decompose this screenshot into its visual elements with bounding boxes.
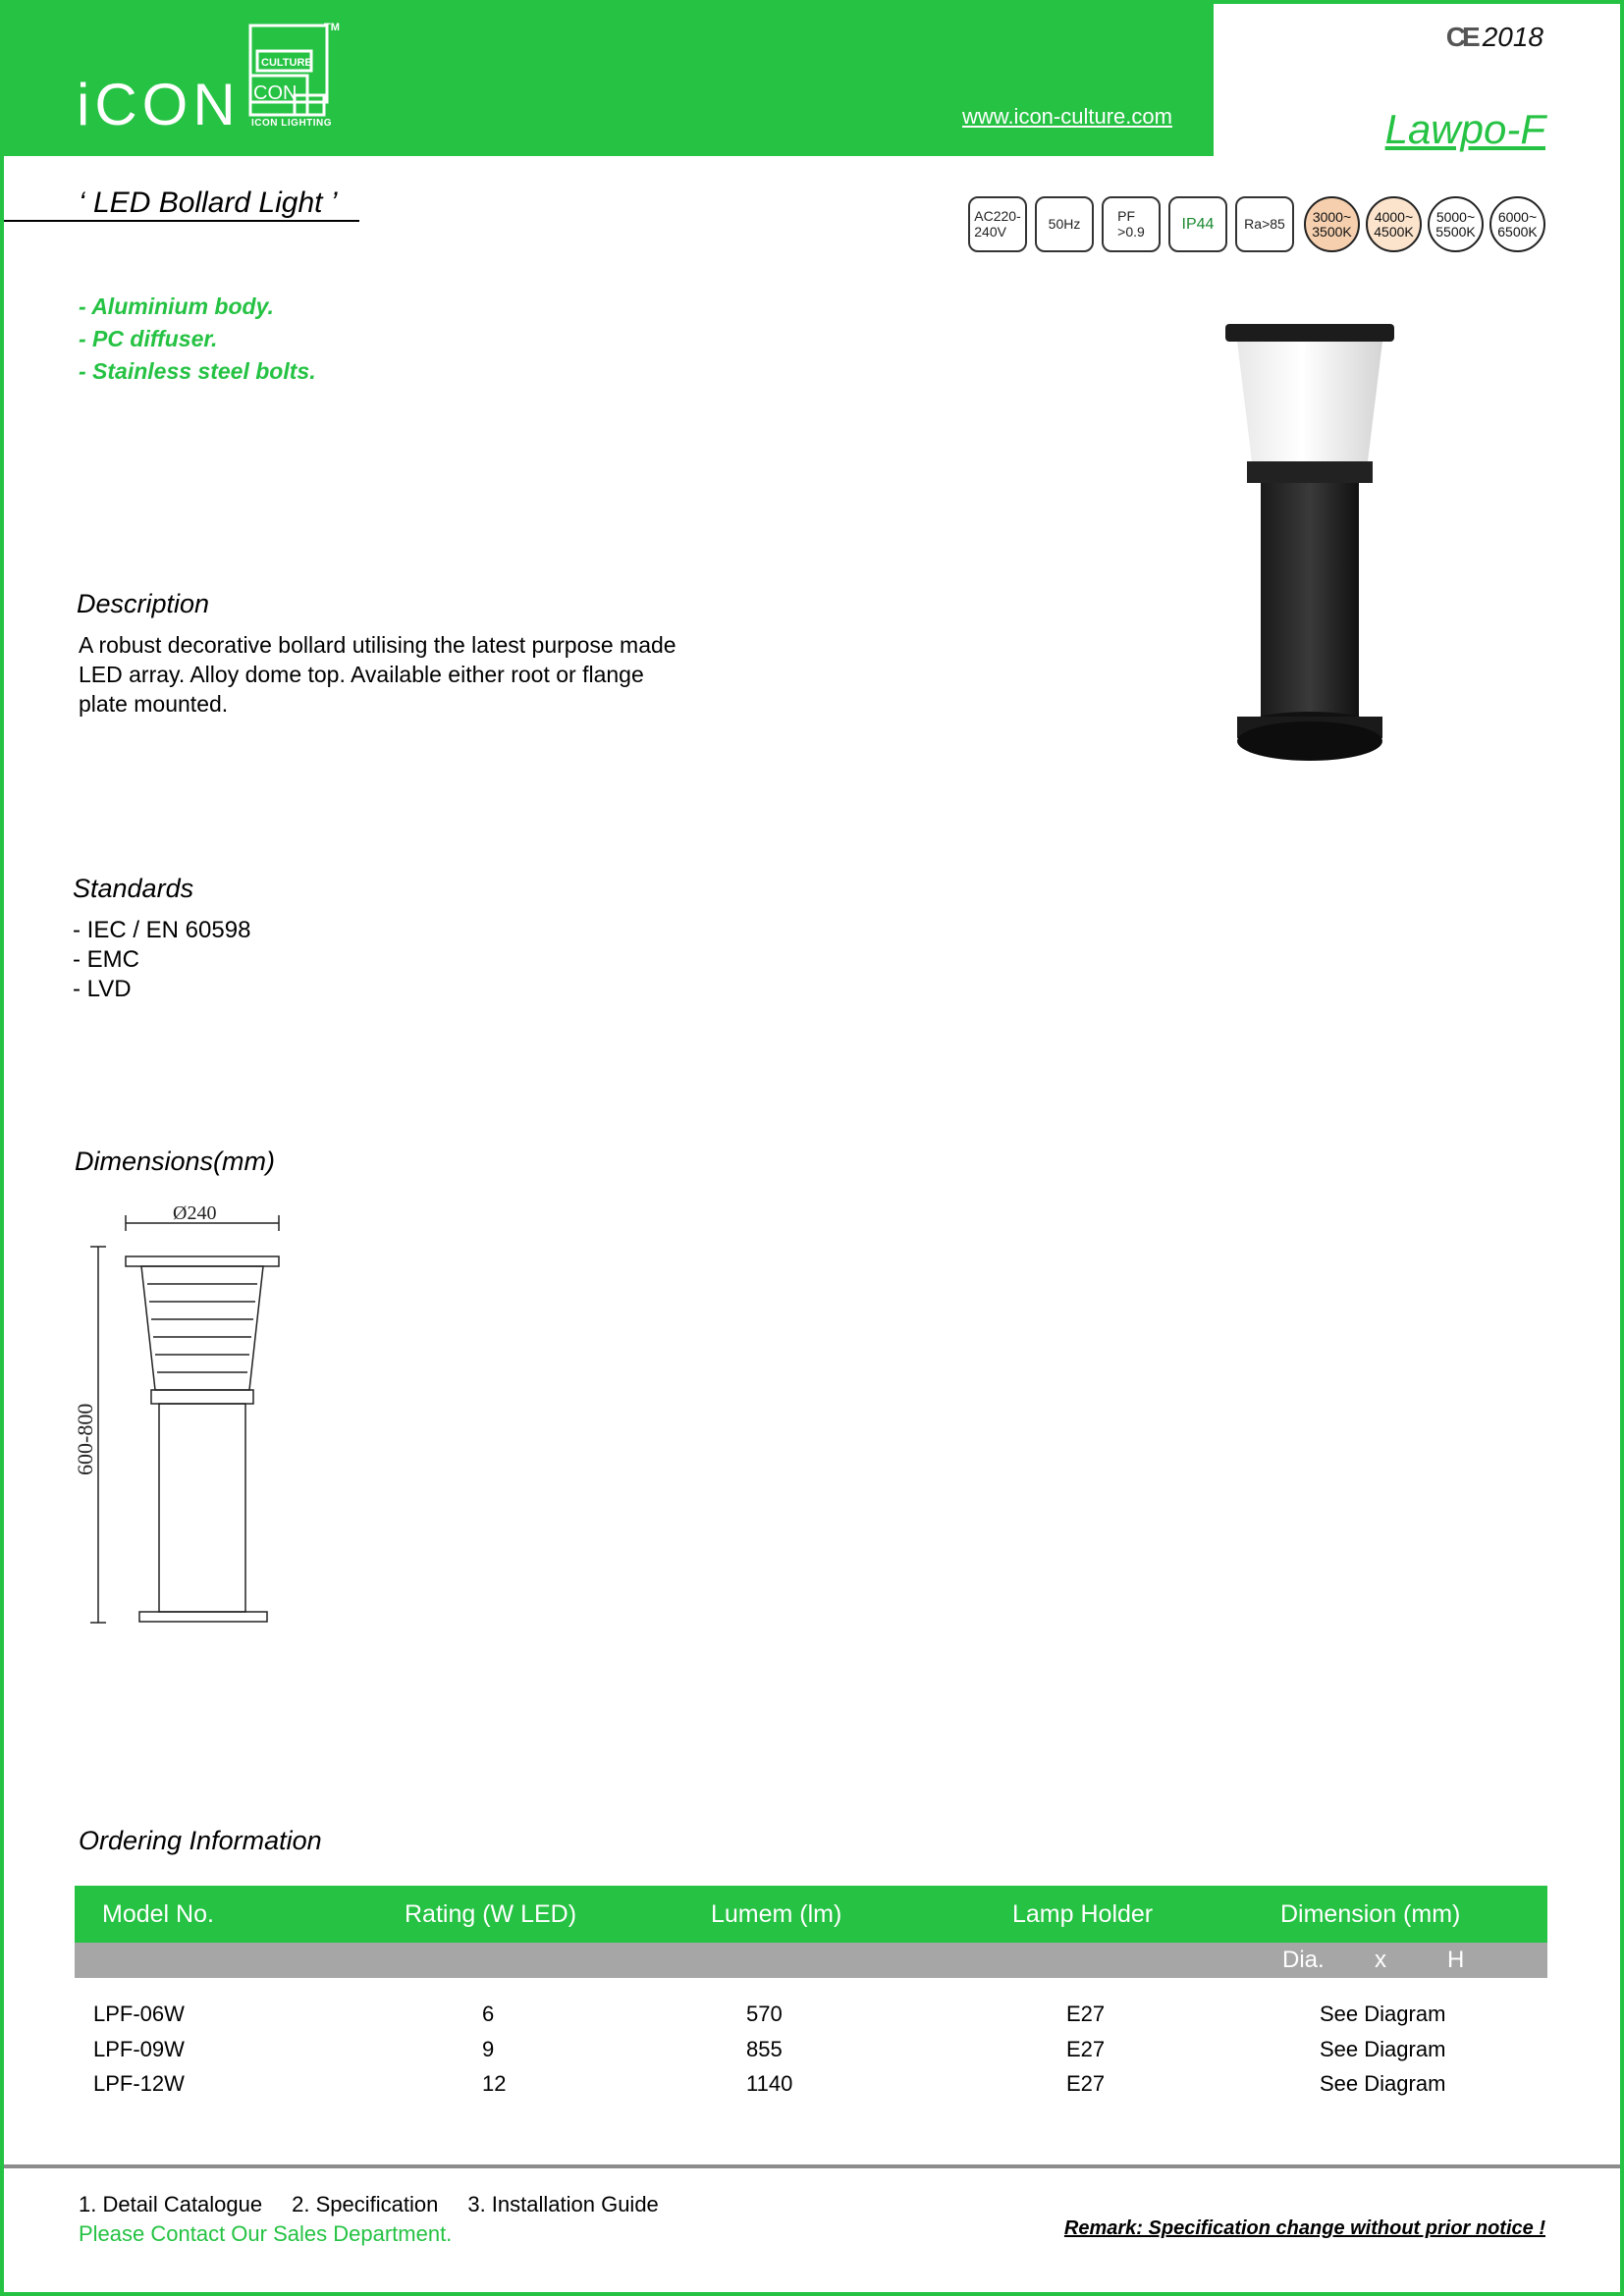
table-cell: LPF-06W: [93, 2002, 185, 2026]
cct-line: 4500K: [1374, 223, 1414, 240]
cct-badge-3000: [1304, 196, 1360, 252]
cct-line: 6000~: [1497, 208, 1538, 225]
cct-line: 5500K: [1435, 223, 1476, 240]
standard-item: - IEC / EN 60598: [73, 917, 251, 943]
cct-badge-6000: [1489, 196, 1545, 252]
ordering-heading: Ordering Information: [79, 1826, 322, 1855]
table-cell: E27: [1066, 2037, 1106, 2061]
table-cell: See Diagram: [1320, 2037, 1446, 2061]
header-band: [0, 0, 1214, 156]
spec-badges: [968, 196, 1294, 252]
sub-label: x: [1375, 1947, 1386, 1973]
logo-mark-text-top: CULTURE: [261, 57, 312, 69]
logo-wordmark: iCON: [77, 72, 241, 137]
column-header: Rating (W LED): [405, 1900, 577, 1928]
ordering-table: [75, 1886, 1547, 2096]
cct-line: 4000~: [1374, 208, 1414, 225]
website-link[interactable]: www.icon-culture.com: [962, 104, 1172, 129]
table-cell: E27: [1066, 2002, 1106, 2026]
description-body: A robust decorative bollard utilising the latest purpose made LED array. Alloy dome top. Available either root or flange plate mounted.: [79, 632, 677, 717]
table-body: [75, 1978, 1547, 2096]
column-header: Model No.: [102, 1900, 214, 1928]
cri-badge: [1235, 196, 1294, 252]
footer-divider: [4, 2164, 1620, 2168]
standard-item: - LVD: [73, 976, 132, 1002]
feature-item: - Stainless steel bolts.: [79, 358, 316, 384]
logo-mark-text-mid: CON: [253, 82, 298, 104]
sub-label: Dia.: [1282, 1947, 1325, 1973]
footer-remark: Remark: Specification change without prior notice !: [1063, 2217, 1545, 2239]
cct-line: 6500K: [1497, 223, 1538, 240]
cct-badge-4000: [1366, 196, 1422, 252]
standards-heading: Standards: [73, 874, 194, 903]
cct-line: 3500K: [1312, 223, 1352, 240]
ip-rating-badge: [1168, 196, 1227, 252]
height-label: 600-800: [73, 1403, 97, 1475]
sub-label: H: [1447, 1947, 1465, 1973]
product-title: ‘ LED Bollard Light ’: [79, 187, 338, 219]
table-cell: LPF-12W: [93, 2071, 185, 2096]
table-cell: 1140: [746, 2071, 793, 2096]
table-cell: 570: [746, 2002, 783, 2026]
logo-mark-icon: [245, 22, 344, 132]
table-cell: LPF-09W: [93, 2037, 185, 2061]
table-cell: 12: [482, 2071, 507, 2096]
footer-item: 2. Specification: [292, 2192, 439, 2216]
feature-item: - PC diffuser.: [79, 326, 218, 351]
badge-line: >0.9: [1117, 223, 1145, 240]
model-name: Lawpo-F: [1384, 106, 1545, 152]
standard-item: - EMC: [73, 946, 139, 973]
table-cell: See Diagram: [1320, 2002, 1446, 2026]
feature-list: [79, 291, 316, 388]
footer-item: 1. Detail Catalogue: [79, 2192, 263, 2216]
year-label: 2018: [1482, 22, 1543, 52]
logo-subtitle: ICON LIGHTING: [251, 118, 333, 129]
badge-line: 50Hz: [1048, 215, 1081, 232]
title-underline: [4, 220, 359, 222]
column-header: Dimension (mm): [1280, 1900, 1461, 1928]
badge-line: AC220-: [974, 208, 1021, 225]
cct-line: 5000~: [1435, 208, 1476, 225]
badge-line: IP44: [1181, 215, 1215, 233]
badge-line: 240V: [974, 223, 1006, 240]
footer-contact: Please Contact Our Sales Department.: [79, 2221, 453, 2246]
dimensions-heading: Dimensions(mm): [75, 1147, 276, 1176]
column-header: Lamp Holder: [1012, 1900, 1154, 1928]
table-cell: See Diagram: [1320, 2071, 1446, 2096]
power-factor-badge: [1102, 196, 1161, 252]
badge-line: Ra>85: [1244, 215, 1285, 232]
dimension-drawing: [71, 1205, 287, 1628]
cct-badge-5000: [1428, 196, 1484, 252]
cct-badges: [1304, 196, 1545, 252]
footer-item: 3. Installation Guide: [467, 2192, 659, 2216]
bollard-product-image: [1216, 319, 1402, 761]
ce-mark-icon: CE: [1445, 22, 1477, 52]
description-heading: Description: [77, 589, 210, 618]
standards-list: [73, 916, 250, 1004]
column-header: Lumem (lm): [711, 1900, 842, 1928]
ce-year: [1446, 22, 1543, 53]
voltage-badge: [968, 196, 1027, 252]
feature-item: - Aluminium body.: [79, 294, 274, 319]
logo-trademark: TM: [324, 22, 340, 33]
cct-line: 3000~: [1312, 208, 1352, 225]
badge-line: PF: [1117, 208, 1136, 225]
table-cell: 9: [482, 2037, 495, 2061]
table-header: [75, 1886, 1547, 1943]
table-cell: 855: [746, 2037, 783, 2061]
frequency-badge: [1035, 196, 1094, 252]
diameter-label: Ø240: [173, 1205, 217, 1224]
table-cell: 6: [482, 2002, 495, 2026]
table-cell: E27: [1066, 2071, 1106, 2096]
table-subheader: [75, 1943, 1547, 1978]
footer-items: [79, 2192, 659, 2217]
